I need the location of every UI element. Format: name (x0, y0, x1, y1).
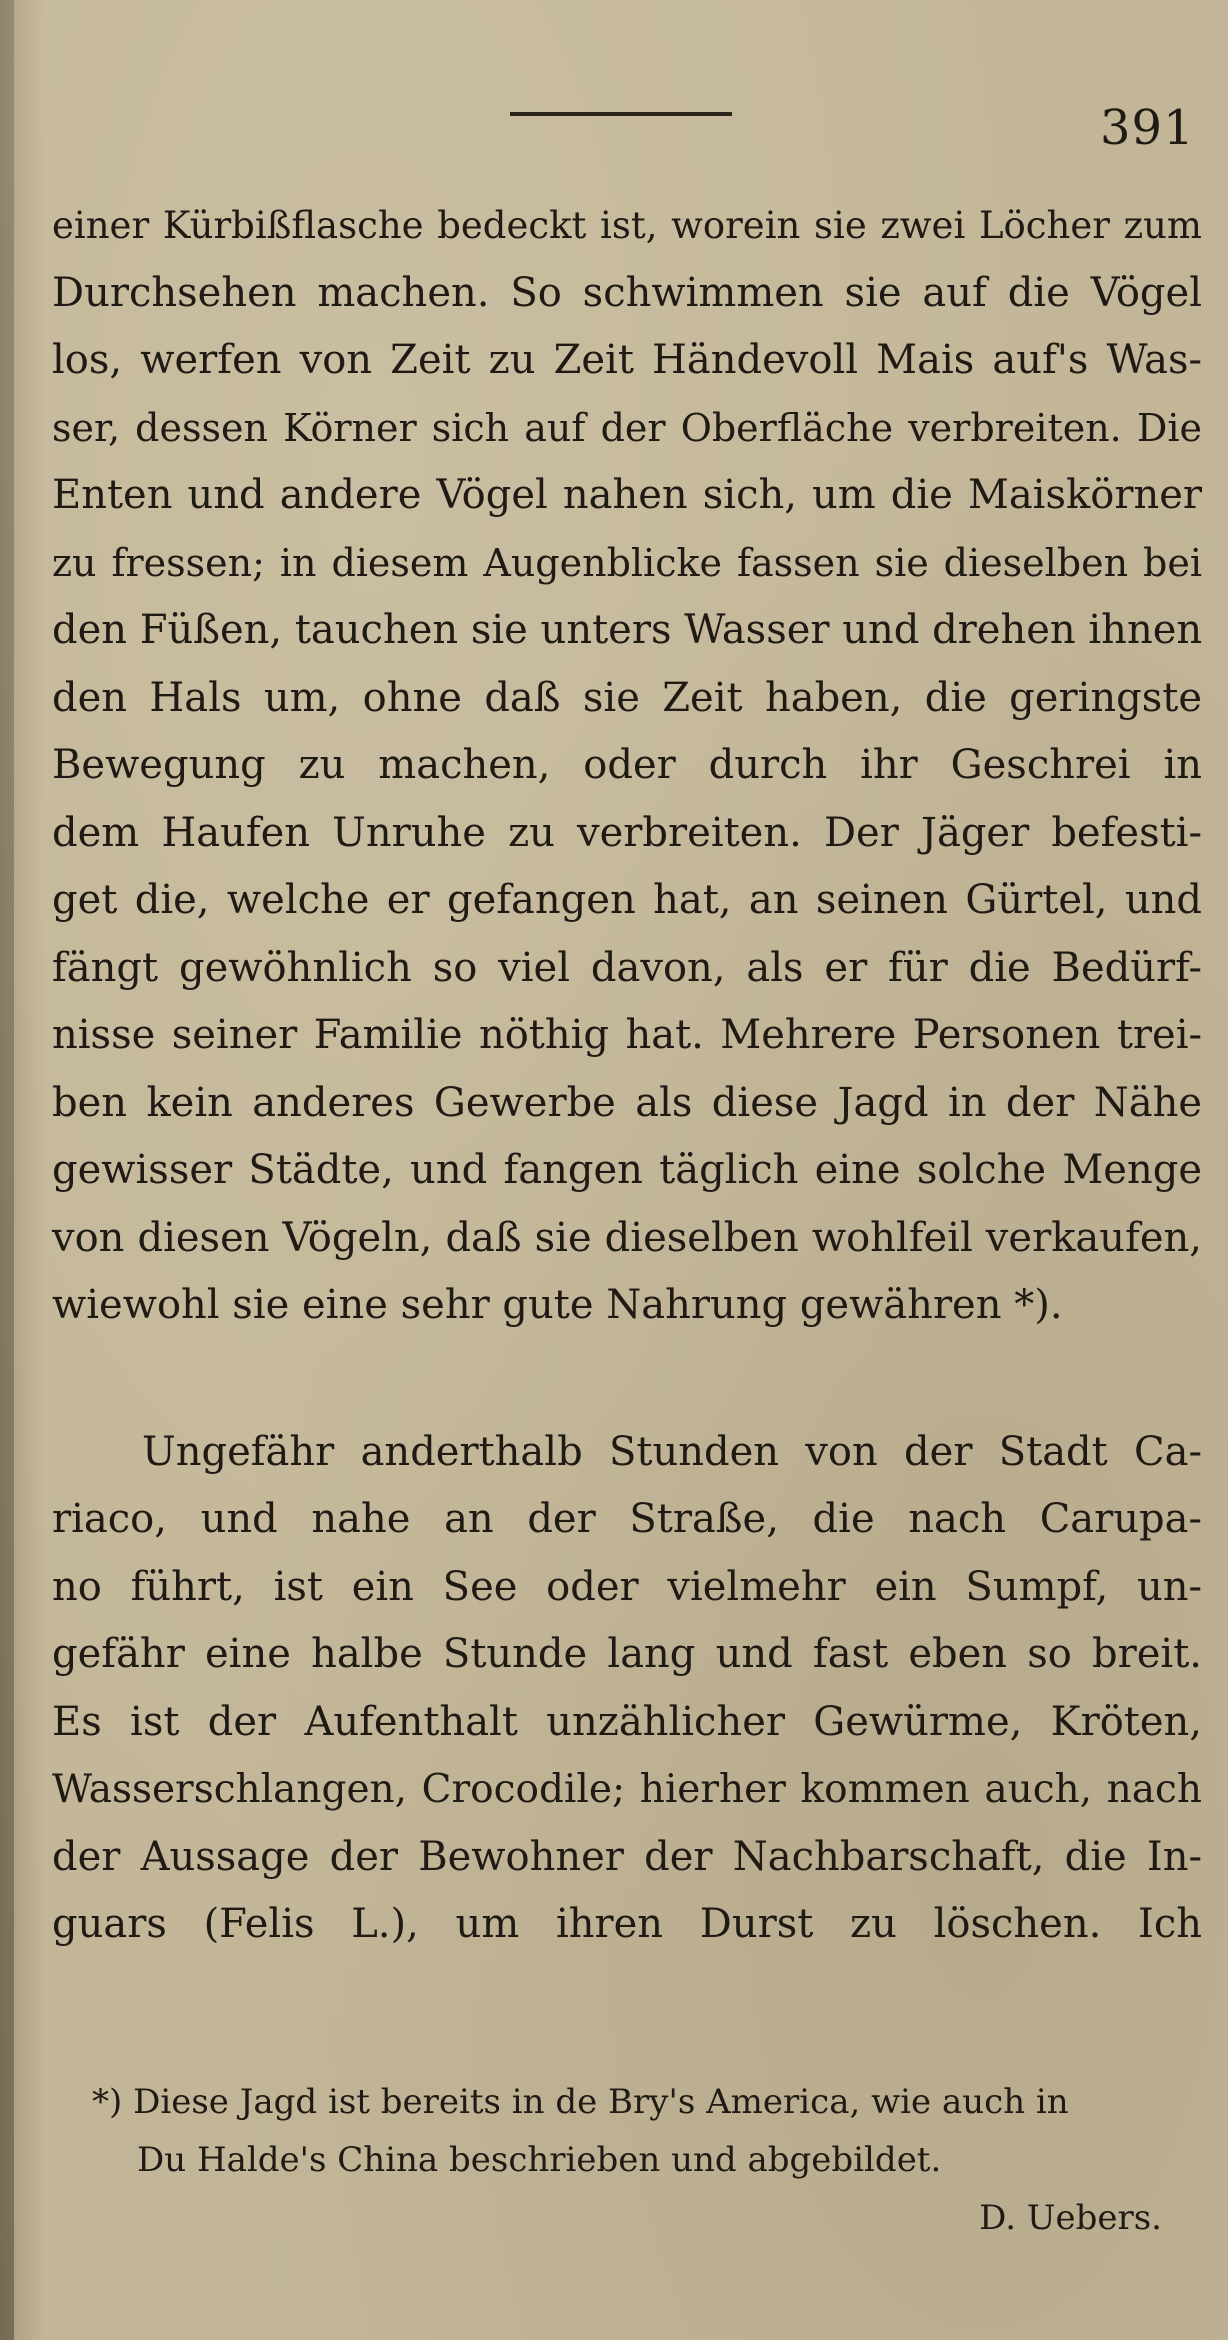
footnote-line: *) Diese Jagd ist bereits in de Bry's America, wie auch in (92, 2082, 1069, 2122)
text-line: den Hals um, ohne daß sie Zeit haben, die geringste (52, 674, 1202, 721)
text-line: gefähr eine halbe Stunde lang und fast eben so breit. (52, 1631, 1202, 1677)
text-line: Durchsehen machen. So schwimmen sie auf die Vögel (52, 269, 1202, 316)
footnote-line: Du Halde's China beschrieben und abgebildet. (137, 2140, 942, 2180)
text-line: ser, dessen Körner sich auf der Oberfläche verbreiten. Die (52, 405, 1202, 450)
text-line: gewisser Städte, und fangen täglich eine solche Menge (52, 1147, 1202, 1193)
page-number: 391 (1100, 100, 1195, 156)
text-line: Bewegung zu machen, oder durch ihr Geschrei in (52, 742, 1202, 788)
translator-signature: D. Uebers. (979, 2198, 1162, 2238)
text-line: Es ist der Aufenthalt unzählicher Gewürme, Kröten, (52, 1698, 1202, 1745)
text-line: Enten und andere Vögel nahen sich, um die Maiskörner (52, 472, 1202, 518)
paragraph-gap (52, 1340, 1202, 1419)
text-line: dem Haufen Unruhe zu verbreiten. Der Jäger befesti- (52, 809, 1202, 856)
header-rule (510, 112, 732, 116)
text-line: zu fressen; in diesem Augenblicke fassen sie dieselben bei (52, 540, 1202, 585)
body-text (52, 192, 1202, 1959)
footnote (92, 2073, 1202, 2247)
text-line: guars (Felis L.), um ihren Durst zu löschen. Ich (52, 1901, 1202, 1947)
paragraph-2 (52, 1419, 1202, 1959)
text-line: nisse seiner Familie nöthig hat. Mehrere Personen trei- (52, 1012, 1202, 1058)
text-line: los, werfen von Zeit zu Zeit Händevoll Mais auf's Was- (52, 337, 1202, 383)
text-line: den Füßen, tauchen sie unters Wasser und drehen ihnen (52, 607, 1203, 653)
text-line: no führt, ist ein See oder vielmehr ein Sumpf, un- (52, 1563, 1202, 1610)
page-edge (0, 0, 14, 2340)
text-line: der Aussage der Bewohner der Nachbarschaft, die In- (52, 1833, 1202, 1880)
text-line: einer Kürbißflasche bedeckt ist, worein sie zwei Löcher zum (52, 204, 1202, 247)
text-line: riaco, und nahe an der Straße, die nach Carupa- (52, 1496, 1202, 1542)
paragraph-1 (52, 192, 1202, 1340)
text-line: wiewohl sie eine sehr gute Nahrung gewähren *). (52, 1282, 1063, 1328)
text-line: ben kein anderes Gewerbe als diese Jagd in der Nähe (52, 1079, 1202, 1126)
text-line: fängt gewöhnlich so viel davon, als er für die Bedürf- (52, 944, 1202, 991)
text-line: Ungefähr anderthalb Stunden von der Stadt Ca- (142, 1428, 1202, 1475)
text-line: get die, welche er gefangen hat, an seinen Gürtel, und (52, 877, 1202, 923)
text-line: von diesen Vögeln, daß sie dieselben wohlfeil verkaufen, (52, 1214, 1202, 1261)
text-line: Wasserschlangen, Crocodile; hierher kommen auch, nach (52, 1767, 1202, 1812)
